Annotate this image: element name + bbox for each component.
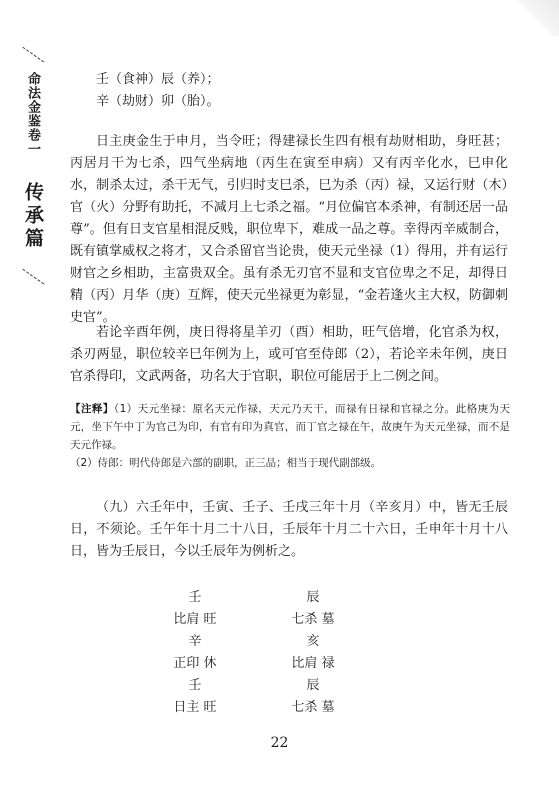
notes-label: 【注释】 — [70, 403, 114, 415]
intro-block — [70, 69, 508, 113]
side-chapter-title: 传承篇 — [22, 182, 44, 251]
note-2: （2）侍郎：明代侍郎是六部的副职，正三品；相当于现代副部级。 — [70, 457, 382, 469]
chart-branch: 亥 — [306, 634, 320, 649]
chart-branch: 辰 — [306, 678, 320, 693]
chart-row — [140, 696, 420, 718]
side-book-title: 命法金鉴卷一 — [25, 72, 40, 156]
intro-line-1: 壬（食神）辰（养）； — [96, 72, 220, 87]
analysis-paragraph-2: 若论辛酉年例，庚日得将星羊刃（酉）相助，旺气倍增，化官杀为权，杀刃两显，职位较辛巳年例为上，或可官至侍郎（2），若论辛未年例，庚日官杀得印，文武两备，功名大于官职，职位可能居于上二例之间。 — [70, 325, 508, 384]
chart-stem: 壬 — [188, 590, 202, 605]
intro-line-2: 辛（劫财）卯（胎）。 — [96, 94, 220, 109]
chart-row — [140, 608, 420, 630]
side-divider-top — [22, 47, 44, 64]
analysis-paragraph-1: 日主庚金生于申月，当令旺；得建禄长生四有根有劫财相助，身旺甚；丙居月干为七杀，四气坐病地（丙生在寅至申病）又有丙辛化水，巳申化水，制杀太过，杀干无气，引归时支巳杀，巳为杀（丙）禄，又运行财（木）官（火）分野有助托，不减月上七杀之福。“月位偏官本杀神，有制还居一品尊”。但有日支官星相混反贱，职位卑下，难成一品之尊。幸得丙辛威制合，既有镇掌威权之将才，又合杀留官当论贵，使天元坐禄（1）得用，并有运行财官之乡相助，主富贵双全。虽有杀无刃官不显和支官位卑之不足，却得日精（丙）月华（庚）互辉，使天元坐禄更为彰显，“金若逢火主大权，防御刺史官”。 — [70, 134, 508, 325]
page-number: 22 — [270, 735, 289, 751]
chart-row — [140, 630, 420, 652]
side-header — [18, 44, 48, 274]
section-9-paragraph: （九）六壬年中，壬寅、壬子、壬戌三年十月（辛亥月）中，皆无壬辰日，不须论。壬午年十月二十八日，壬辰年十月二十六日，壬申年十月十八日，皆为壬辰日，今以壬辰年为例析之。 — [70, 500, 508, 559]
analysis-paragraph-1-block — [70, 131, 508, 329]
chart-branch-info: 七杀 墓 — [291, 700, 335, 715]
chart-branch-info: 比肩 禄 — [291, 656, 335, 671]
chart-stem-info: 比肩 旺 — [173, 612, 217, 627]
chart-branch-info: 七杀 墓 — [291, 612, 335, 627]
analysis-paragraph-2-block — [70, 322, 508, 388]
chart-stem-info: 日主 旺 — [173, 700, 217, 715]
chart-branch: 辰 — [306, 590, 320, 605]
section-9-block — [70, 497, 508, 563]
page-corner-fold — [513, 0, 559, 36]
side-divider-bottom — [22, 269, 44, 286]
chart-stem-info: 正印 休 — [173, 656, 217, 671]
note-1-text: （1）天元坐禄：原名天元作禄，天元乃天干，而禄有日禄和官禄之分。此格庚为天元，坐下午中丁为官己为印，有官有印为真官，而丁官之禄在午，故庚午为天元坐禄，而不是天元作禄。 — [70, 403, 510, 451]
chart-stem: 辛 — [188, 634, 202, 649]
chart-row — [140, 586, 420, 608]
bazi-chart — [140, 586, 420, 718]
chart-stem: 壬 — [188, 678, 202, 693]
note-1 — [70, 400, 510, 454]
chart-row — [140, 674, 420, 696]
notes-block — [70, 400, 510, 472]
chart-row — [140, 652, 420, 674]
